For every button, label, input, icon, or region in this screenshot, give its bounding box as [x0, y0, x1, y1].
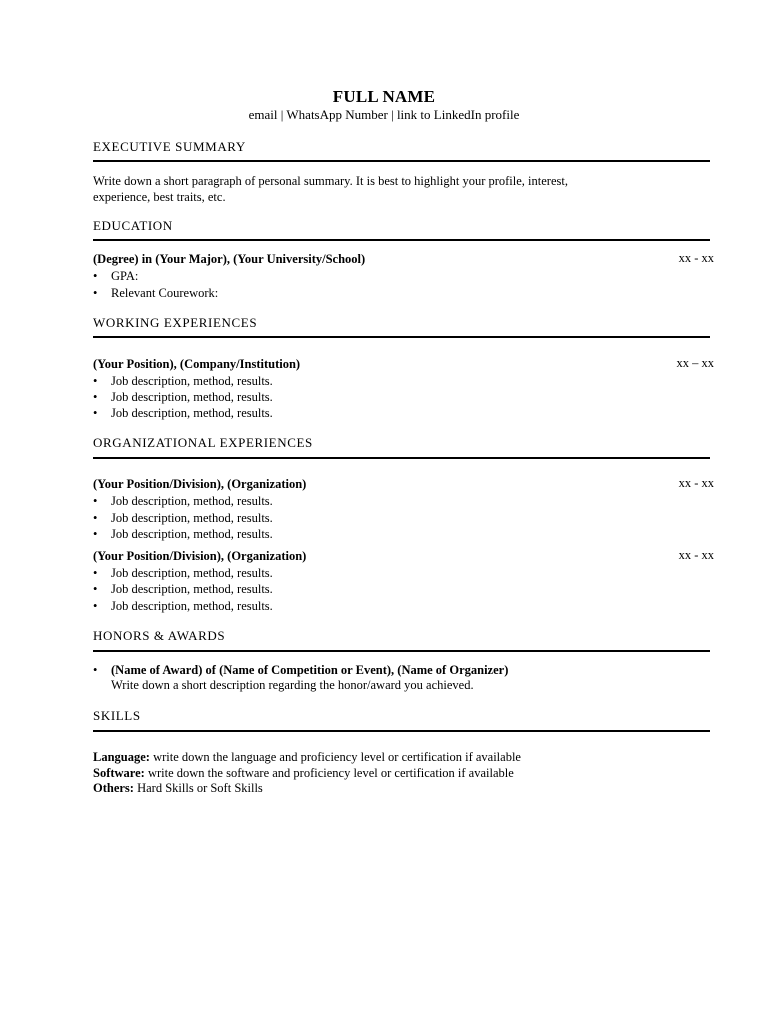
list-item	[93, 598, 273, 614]
working-heading: (Your Position), (Company/Institution)	[93, 357, 301, 371]
bullet-icon: •	[93, 582, 98, 596]
list-item	[93, 405, 273, 421]
section-divider	[93, 336, 710, 338]
education-date: xx - xx	[678, 251, 714, 265]
skill-label: Language:	[93, 750, 150, 764]
bullet-text: Job description, method, results.	[111, 390, 273, 404]
list-item	[93, 493, 273, 509]
list-item	[93, 510, 273, 526]
education-heading: (Degree) in (Your Major), (Your University/School)	[93, 252, 366, 266]
bullet-text: Job description, method, results.	[111, 374, 273, 388]
skill-software	[93, 765, 514, 781]
bullet-icon: •	[93, 599, 98, 613]
bullet-text: Job description, method, results.	[111, 494, 273, 508]
skill-label: Others:	[93, 781, 134, 795]
section-title-working-experiences: WORKING EXPERIENCES	[93, 315, 258, 330]
bullet-icon: •	[93, 494, 98, 508]
section-divider	[93, 239, 710, 241]
bullet-icon: •	[93, 286, 98, 300]
bullet-text: GPA:	[111, 269, 139, 283]
list-item	[93, 268, 138, 284]
org-date-1: xx - xx	[678, 476, 714, 490]
bullet-icon: •	[93, 374, 98, 388]
section-divider	[93, 730, 710, 732]
org-heading-2: (Your Position/Division), (Organization)	[93, 549, 307, 563]
bullet-text: Relevant Courework:	[111, 286, 219, 300]
full-name: FULL NAME	[332, 87, 436, 106]
working-date: xx – xx	[676, 356, 714, 370]
list-item	[93, 373, 273, 389]
bullet-icon: •	[93, 390, 98, 404]
bullet-icon: •	[93, 511, 98, 525]
skill-language	[93, 749, 521, 765]
list-item	[93, 285, 218, 301]
section-divider	[93, 160, 710, 162]
skill-others	[93, 780, 263, 796]
bullet-text: Job description, method, results.	[111, 599, 273, 613]
section-title-honors-awards: HONORS & AWARDS	[93, 628, 226, 643]
list-item	[93, 662, 508, 678]
skill-label: Software:	[93, 766, 145, 780]
summary-line-2: experience, best traits, etc.	[93, 190, 226, 204]
section-title-organizational-experiences: ORGANIZATIONAL EXPERIENCES	[93, 435, 313, 450]
summary-line-1: Write down a short paragraph of personal summary. It is best to highlight your profile, interest,	[93, 174, 568, 188]
list-item	[93, 526, 273, 542]
section-title-education: EDUCATION	[93, 218, 173, 233]
bullet-icon: •	[93, 663, 98, 677]
bullet-icon: •	[93, 406, 98, 420]
bullet-icon: •	[93, 269, 98, 283]
skill-text: write down the language and proficiency level or certification if available	[149, 750, 521, 764]
section-title-skills: SKILLS	[93, 708, 141, 723]
bullet-text: Job description, method, results.	[111, 566, 273, 580]
award-heading: (Name of Award) of (Name of Competition or Event), (Name of Organizer)	[111, 663, 509, 677]
contact-line: email | WhatsApp Number | link to LinkedIn profile	[248, 107, 520, 122]
section-divider	[93, 650, 710, 652]
section-divider	[93, 457, 710, 459]
skill-text: Hard Skills or Soft Skills	[133, 781, 263, 795]
award-description: Write down a short description regarding the honor/award you achieved.	[111, 678, 474, 692]
bullet-text: Job description, method, results.	[111, 511, 273, 525]
org-date-2: xx - xx	[678, 548, 714, 562]
bullet-icon: •	[93, 527, 98, 541]
skill-text: write down the software and proficiency level or certification if available	[144, 766, 514, 780]
list-item	[93, 389, 273, 405]
org-heading-1: (Your Position/Division), (Organization)	[93, 477, 307, 491]
bullet-text: Job description, method, results.	[111, 406, 273, 420]
section-title-executive-summary: EXECUTIVE SUMMARY	[93, 139, 246, 154]
bullet-text: Job description, method, results.	[111, 527, 273, 541]
list-item	[93, 581, 273, 597]
bullet-icon: •	[93, 566, 98, 580]
bullet-text: Job description, method, results.	[111, 582, 273, 596]
list-item	[93, 565, 273, 581]
